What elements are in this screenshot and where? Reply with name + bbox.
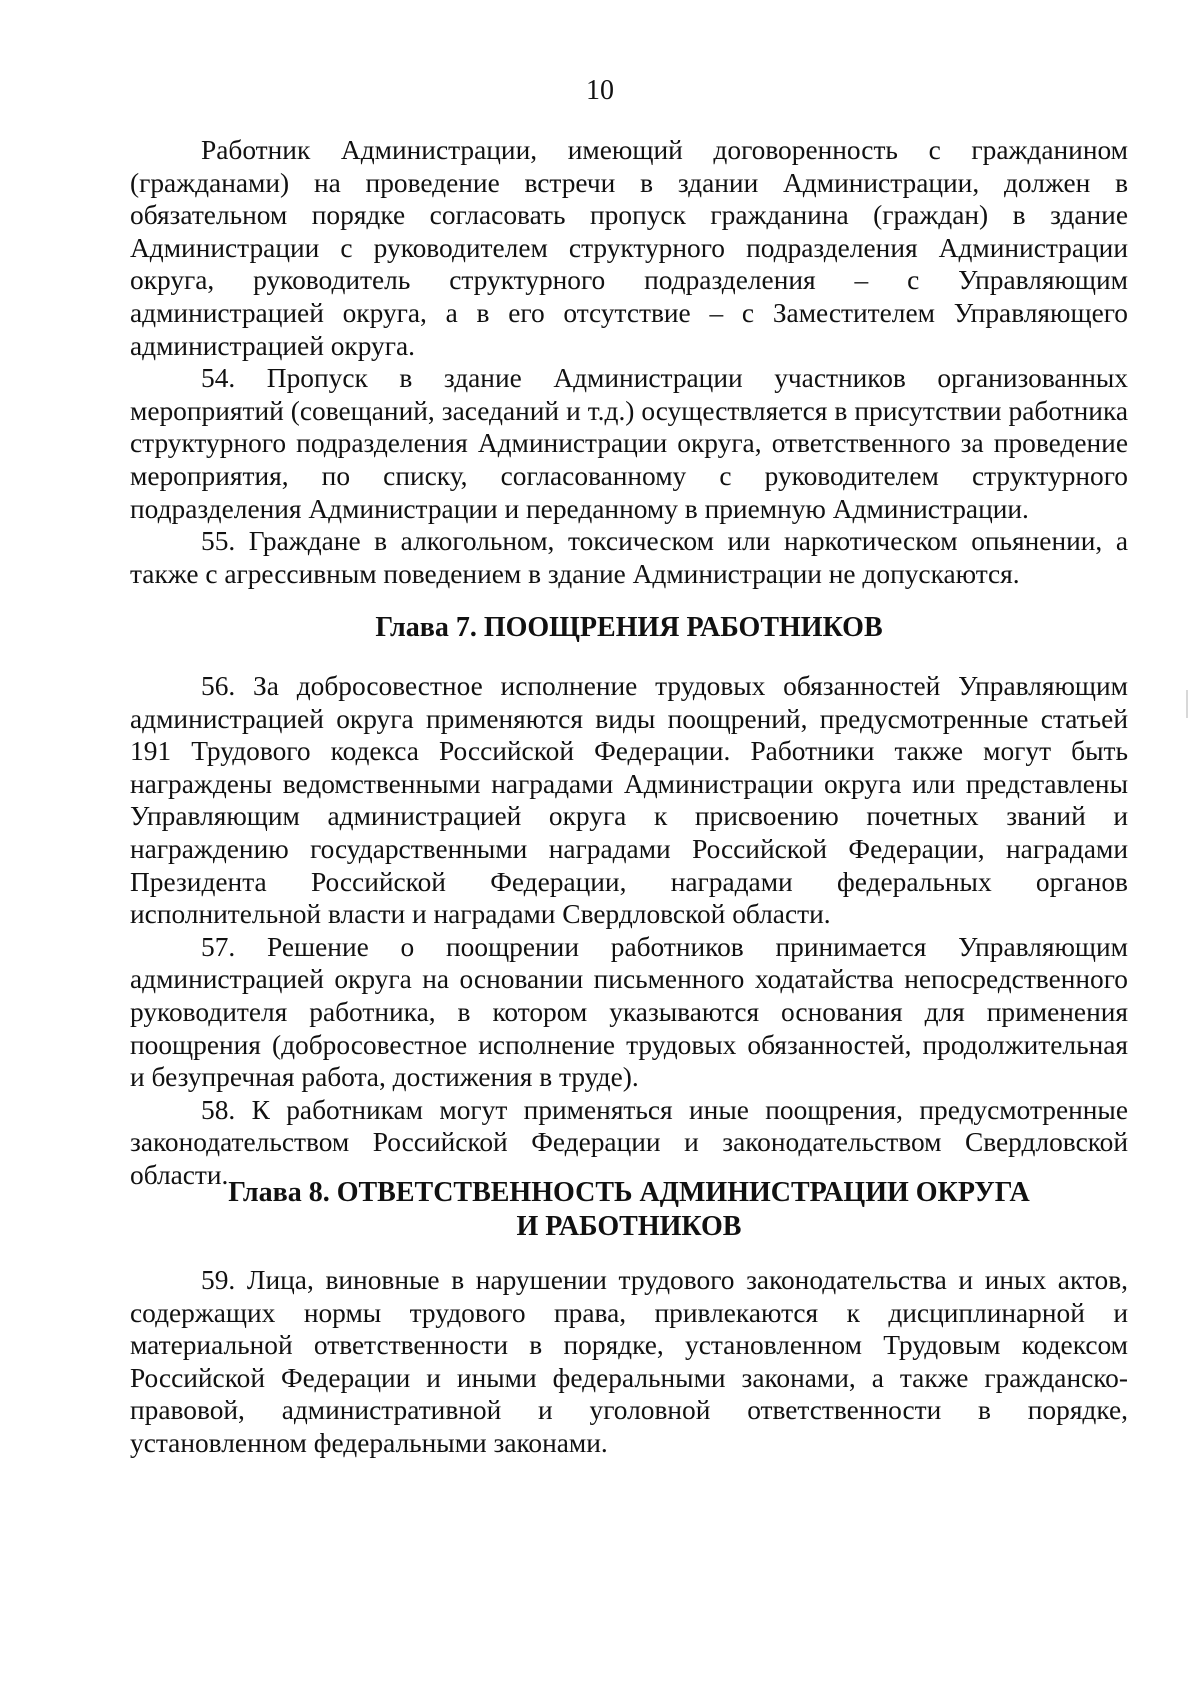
page-number: 10 <box>586 75 614 106</box>
paragraph-administration-visitor-pass: Работник Администрации, имеющий договоренность с гражданином (гражданами) на проведение встречи в здании Администрации, должен в обязательном порядке согласовать пропуск гражданина (граждан) в здание Администрации с руководителем структурного подразделения Администрации округа, руководитель структурного подразделения – с Управляющим администрацией округа, а в его отсутствие – с Заместителем Управляющего администрацией округа. <box>130 135 1128 361</box>
scan-margin-mark <box>1186 690 1188 718</box>
paragraph-55: 55. Граждане в алкогольном, токсическом или наркотическом опьянении, а также с агрессивным поведением в здание Администрации не допускаются. <box>130 526 1128 589</box>
chapter-8-heading <box>130 1176 1128 1244</box>
section-chapter-8 <box>130 1264 1128 1460</box>
chapter-8-title-line-1: Глава 8. ОТВЕТСТВЕННОСТЬ АДМИНИСТРАЦИИ ОКРУГА <box>228 1177 1030 1208</box>
section-paragraphs-top <box>130 134 1128 590</box>
paragraph-56: 56. За добросовестное исполнение трудовых обязанностей Управляющим администрацией округа применяются виды поощрений, предусмотренные статьей 191 Трудового кодекса Российской Федерации. Работники также могут быть награждены ведомственными наградами Администрации округа или представлены Управляющим администрацией округа к присвоению почетных званий и награждению государственными наградами Российской Федерации, наградами Президента Российской Федерации, наградами федеральных органов исполнительной власти и наградами Свердловской области. <box>130 671 1128 930</box>
section-chapter-7 <box>130 670 1128 1192</box>
chapter-8-title-line-2: И РАБОТНИКОВ <box>516 1211 742 1242</box>
paragraph-59: 59. Лица, виновные в нарушении трудового законодательства и иных актов, содержащих нормы трудового права, привлекаются к дисциплинарной и материальной ответственности в порядке, установленном Трудовым кодексом Российской Федерации и иными федеральными законами, а также гражданско-правовой, административной и уголовной ответственности в порядке, установленном федеральными законами. <box>130 1265 1128 1458</box>
chapter-7-title: Глава 7. ПООЩРЕНИЯ РАБОТНИКОВ <box>375 612 883 643</box>
paragraph-58: 58. К работникам могут применяться иные поощрения, предусмотренные законодательством Российской Федерации и законодательством Свердловской области. <box>130 1094 1128 1190</box>
paragraph-54: 54. Пропуск в здание Администрации участников организованных мероприятий (совещаний, заседаний и т.д.) осуществляется в присутствии работника структурного подразделения Администрации округа, ответственного за проведение мероприятия, по списку, согласованному с руководителем структурного подразделения Администрации и переданному в приемную Администрации. <box>130 363 1128 524</box>
chapter-7-heading <box>130 611 1128 645</box>
paragraph-57: 57. Решение о поощрении работников принимается Управляющим администрацией округа на основании письменного ходатайства непосредственного руководителя работника, в котором указываются основания для применения поощрения (добросовестное исполнение трудовых обязанностей, продолжительная и безупречная работа, достижения в труде). <box>130 931 1128 1093</box>
